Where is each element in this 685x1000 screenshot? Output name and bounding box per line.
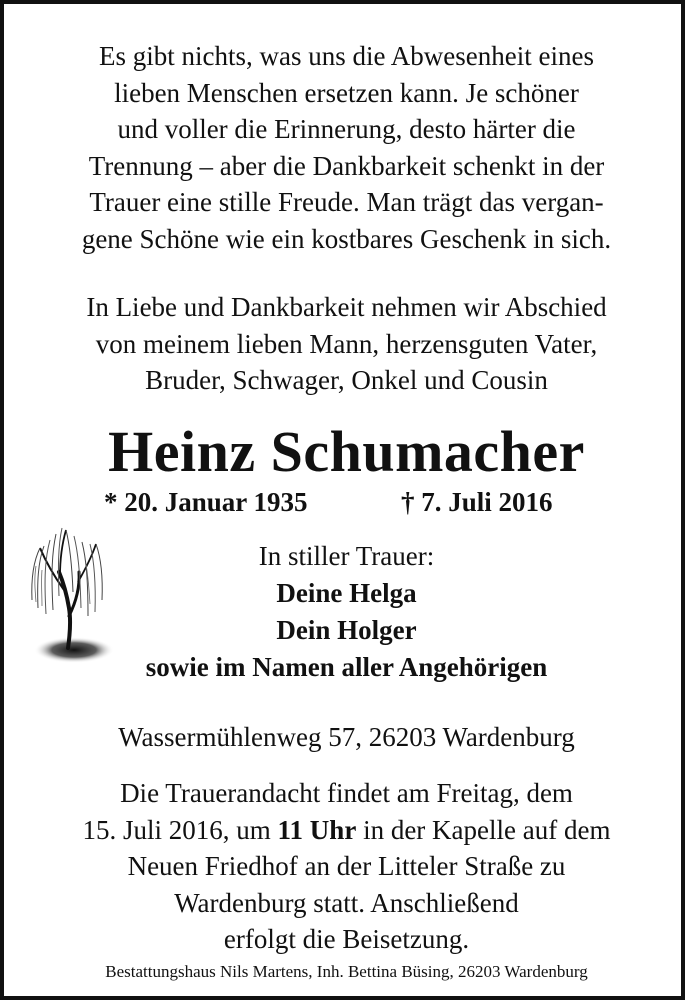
mourner-name: Deine Helga bbox=[276, 578, 417, 608]
farewell-line: Bruder, Schwager, Onkel und Cousin bbox=[145, 365, 548, 395]
service-line bbox=[4, 812, 685, 849]
service-line: Wardenburg statt. Anschließend bbox=[174, 887, 519, 918]
service-line: erfolgt die Beisetzung. bbox=[223, 924, 470, 954]
mourner-name: sowie im Namen aller Angehörigen bbox=[145, 652, 548, 682]
mourners-intro: In stiller Trauer: bbox=[258, 541, 435, 571]
quote-line: Trennung – aber die Dankbarkeit schenkt in der bbox=[88, 150, 605, 181]
service-line: Die Trauerandacht findet am Freitag, dem bbox=[120, 778, 573, 808]
death-date: † 7. Juli 2016 bbox=[401, 487, 553, 517]
service-date-text: 15. Juli 2016, um bbox=[82, 814, 278, 845]
quote-line: Es gibt nichts, was uns die Abwesenheit eines bbox=[99, 41, 594, 71]
mourner-address: Wassermühlenweg 57, 26203 Wardenburg bbox=[118, 722, 575, 752]
quote-line: Trauer eine stille Freude. Man trägt das vergan- bbox=[89, 187, 604, 217]
quote-line: und voller die Erinnerung, desto härter die bbox=[117, 114, 576, 144]
deceased-name: Heinz Schumacher bbox=[108, 419, 585, 484]
mourners-section bbox=[4, 538, 685, 686]
quote-line: lieben Menschen ersetzen kann. Je schöner bbox=[114, 77, 579, 108]
farewell-line: von meinem lieben Mann, herzensguten Vater, bbox=[95, 328, 598, 359]
quote-line: gene Schöne wie ein kostbares Geschenk in sich. bbox=[81, 223, 612, 254]
farewell-line: In Liebe und Dankbarkeit nehmen wir Abschied bbox=[86, 292, 607, 322]
farewell-text bbox=[4, 289, 685, 399]
service-line: Neuen Friedhof an der Litteler Straße zu bbox=[127, 851, 566, 881]
service-time: 11 Uhr bbox=[277, 814, 357, 845]
funeral-home-credit: Bestattungshaus Nils Martens, Inh. Bettina Büsing, 26203 Wardenburg bbox=[105, 962, 588, 981]
service-location-text: in der Kapelle auf dem bbox=[356, 814, 611, 845]
birth-date: * 20. Januar 1935 bbox=[104, 487, 308, 517]
service-announcement bbox=[4, 775, 685, 958]
memorial-quote bbox=[4, 38, 685, 257]
mourner-name: Dein Holger bbox=[276, 615, 417, 645]
